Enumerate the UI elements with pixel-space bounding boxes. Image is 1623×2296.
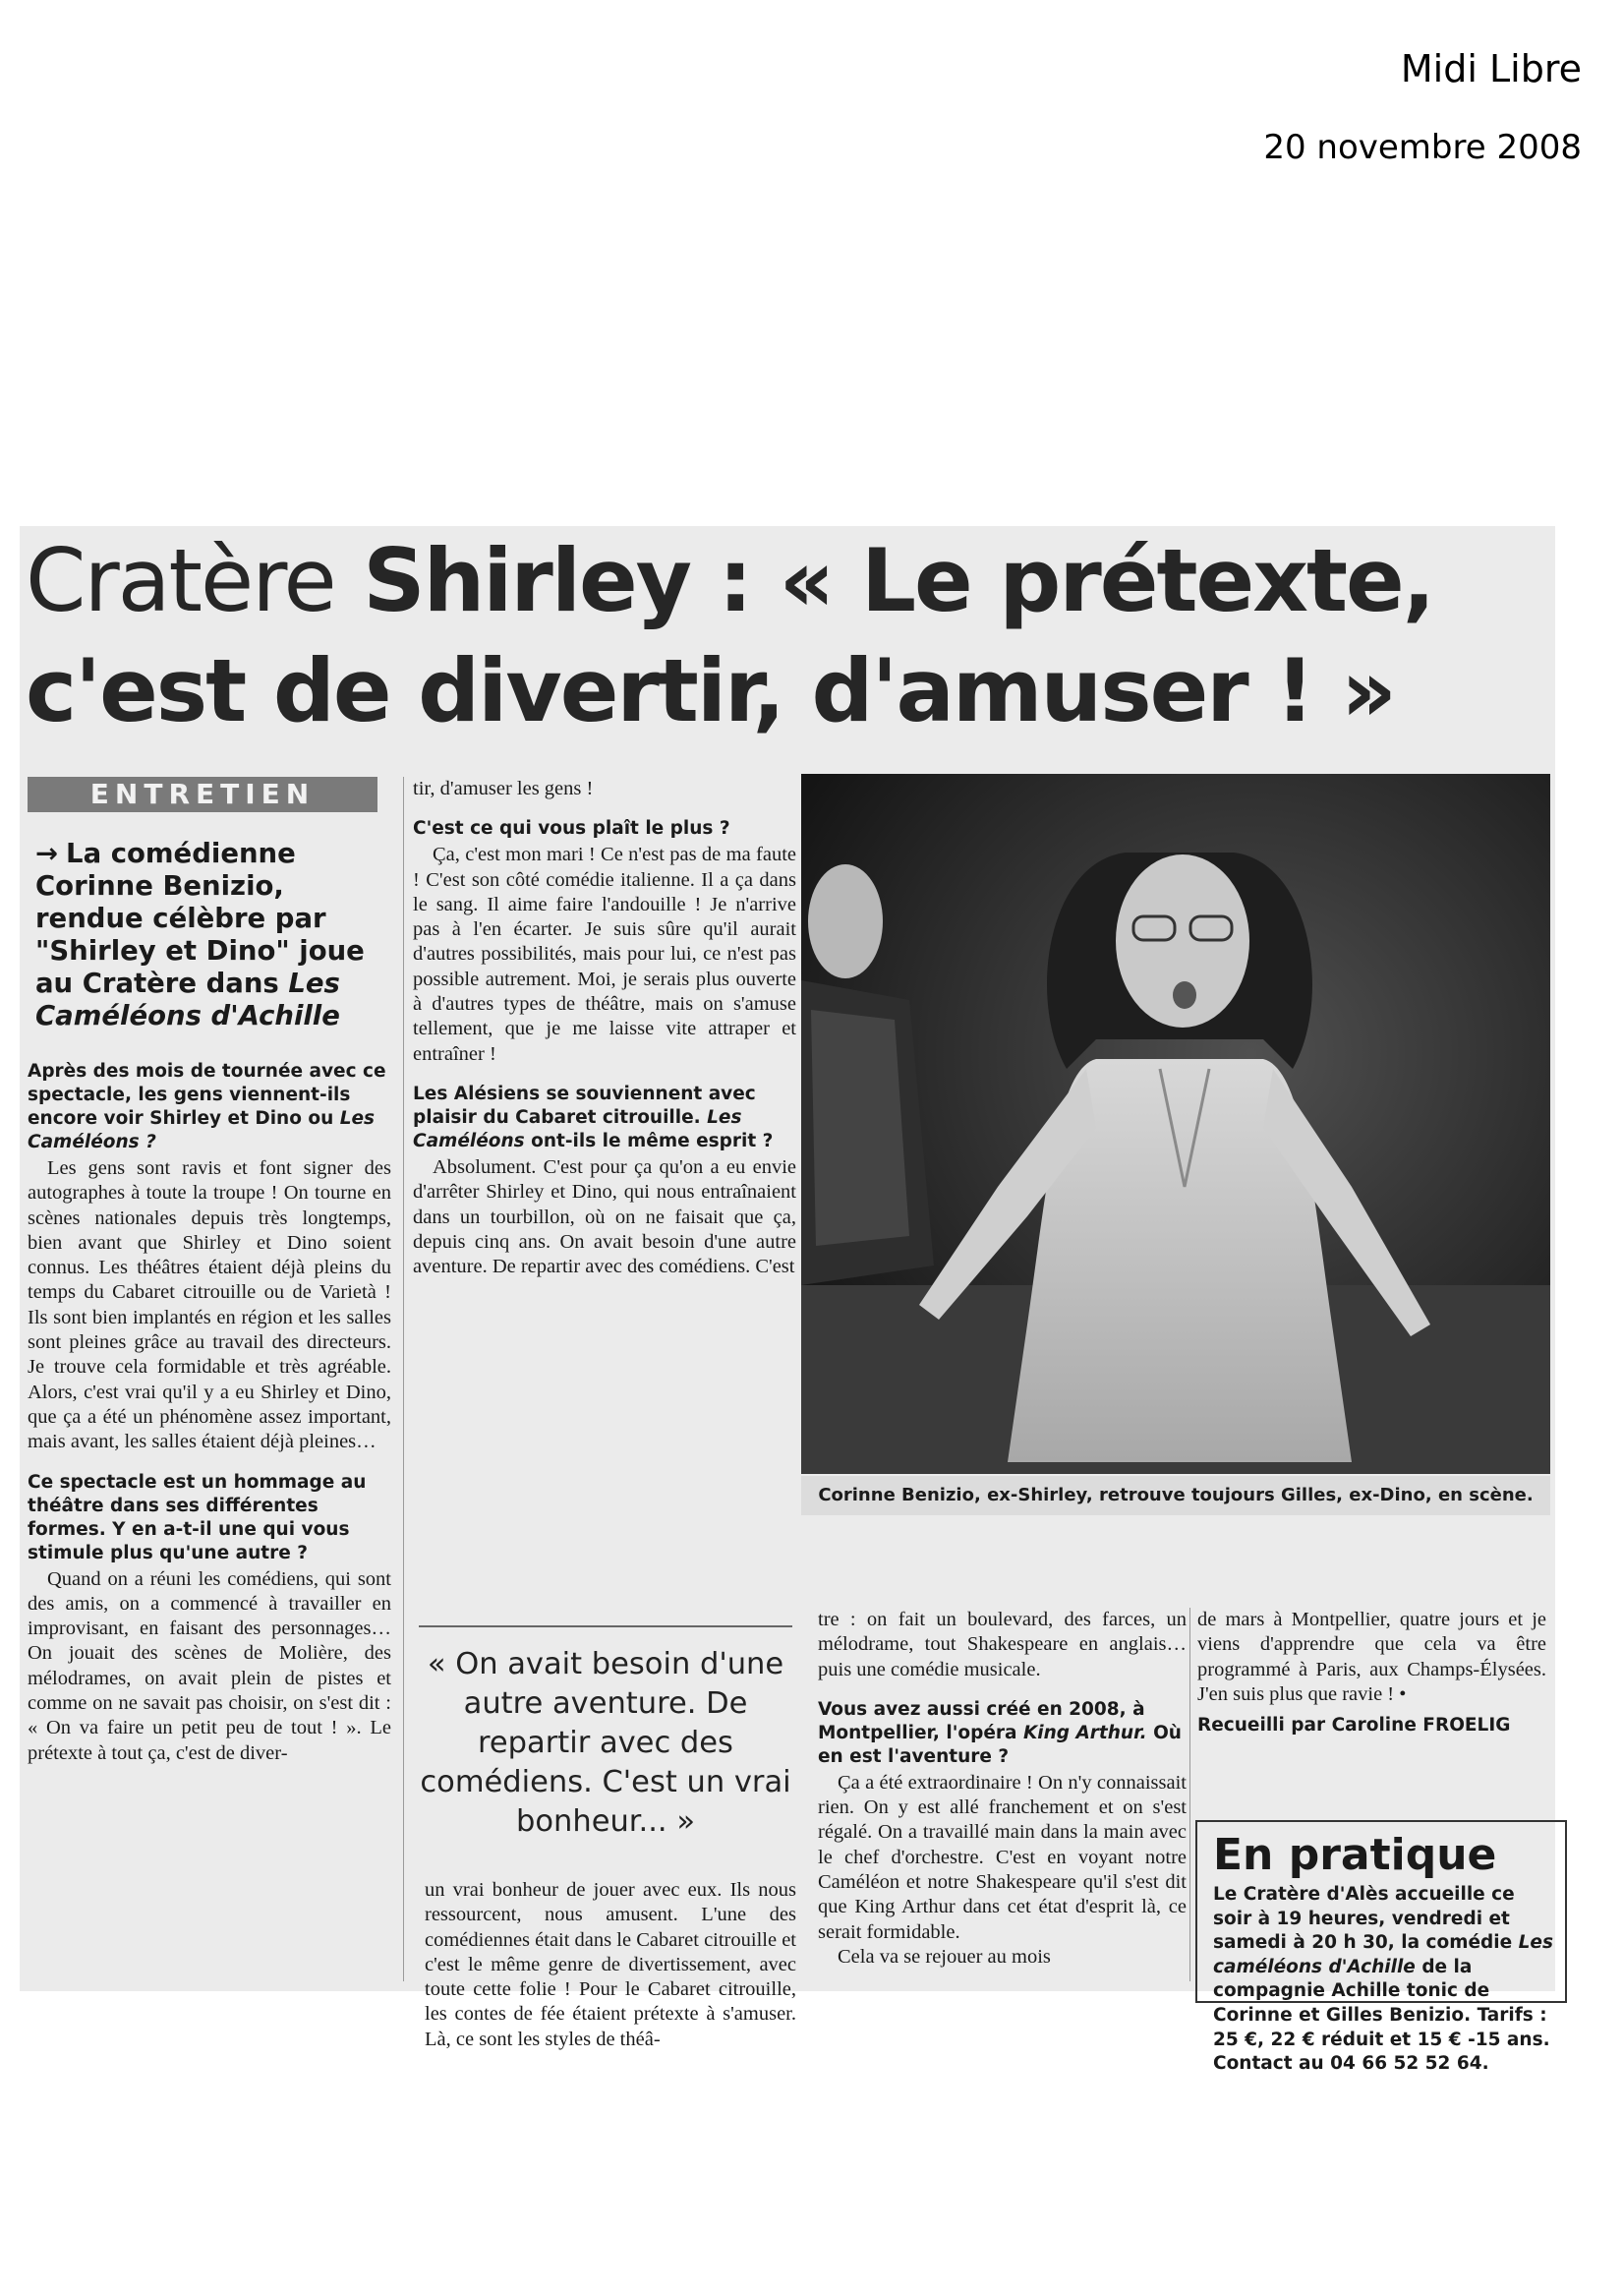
publication-date: 20 novembre 2008 <box>1263 128 1582 167</box>
answer-2: Quand on a réuni les comédiens, qui sont des amis, on a commencé à travailler en improvisant, en faisant des personnages… On jouait des scènes de Molière, des mélodrames, on avait plein de pistes et comme on ne savait pas choisir, on s'est dit : « On va faire un petit peu de tout ! ». Le prétexte à tout ça, c'est de diver- <box>28 1567 391 1764</box>
photo-illustration <box>801 774 1550 1474</box>
column-4 <box>1197 1608 1546 1737</box>
stage-photo <box>801 774 1550 1474</box>
headline-section: Cratère <box>26 530 335 631</box>
answer-1: Les gens sont ravis et font signer des autographes à toute la troupe ! On tourne en scènes nationales depuis très longtemps, bien avant que Shirley et Dino soient connus. Les théâtres étaient déjà pleins du temps du Cabaret citrouille ou de Varietà ! Ils sont bien implantés en région et les salles sont pleines grâce au travail des directeurs. Je trouve cela formidable et très agréable. Alors, c'est vrai qu'il y a eu Shirley et Dino, que ça a été un phénomène assez important, mais avant, les salles étaient déjà pleines… <box>28 1157 391 1453</box>
question-3: C'est ce qui vous plaît le plus ? <box>413 818 730 840</box>
chapeau <box>28 838 391 1032</box>
photo-caption: Corinne Benizio, ex-Shirley, retrouve toujours Gilles, ex-Dino, en scène. <box>801 1476 1550 1515</box>
column-3 <box>818 1608 1187 1970</box>
question-4: Les Alésiens se souviennent avec plaisir du Cabaret citrouille. Les Caméléons ont-ils le même esprit ? <box>413 1083 774 1151</box>
chapeau-text: La comédienne Corinne Benizio, rendue célèbre par "Shirley et Dino" joue au Cratère dans <box>35 838 365 999</box>
continuation-text: tir, d'amuser les gens ! <box>413 778 594 799</box>
column-divider <box>1189 1608 1190 1981</box>
answer-5-end: Cela va se rejouer au mois <box>838 1945 1051 1968</box>
kicker-label: ENTRETIEN <box>28 777 377 812</box>
headline-line2: c'est de divertir, d'amuser ! » <box>26 640 1395 741</box>
info-box <box>1195 1820 1567 2075</box>
question-1: Après des mois de tournée avec ce spectacle, les gens viennent-ils encore voir Shirley et Dino ou Les Caméléons ? <box>28 1061 386 1152</box>
column-1 <box>28 777 391 1766</box>
question-2: Ce spectacle est un hommage au théâtre dans ses différentes formes. Y en a-t-il une qui vous stimule plus qu'une autre ? <box>28 1471 367 1563</box>
pull-quote: « On avait besoin d'une autre aventure. De repartir avec des comédiens. C'est un vrai bonheur... » <box>419 1625 792 1842</box>
chapeau-title: Les Caméléons d'Achille <box>35 968 340 1031</box>
answer-4-continued: un vrai bonheur de jouer avec eux. Ils nous ressourcent, nous amusent. L'une des comédiennes était dans le Cabaret citrouille et c'est le même genre de divertissement, avec toute cette folie ! Pour le Cabaret citrouille, les contes de fée étaient prétexte à s'amuser. Là, ce sont les styles de théâ- <box>425 1879 796 2050</box>
column-2 <box>413 777 796 1279</box>
signature: Recueilli par Caroline FROELIG <box>1197 1715 1511 1737</box>
answer-5: Ça a été extraordinaire ! On n'y connaissait rien. On y est allé franchement et on s'est régalé. On a travaillé main dans la main avec le chef d'orchestre. C'est en voyant notre Caméléon et notre Shakespeare qu'il s'est dit que King Arthur dans cet état d'esprit là, ce serait formidable. <box>818 1771 1187 1943</box>
answer-3: Ça, c'est mon mari ! Ce n'est pas de ma faute ! C'est son côté comédie italienne. Il a ça dans le sang. Il aime faire l'andouille ! Je n'arrive pas à l'en écarter. Je suis sûre qu'il aurait d'autres possibilités, mais pour lui, ce n'est pas possible autrement. Moi, je serais plus ouverte à d'autres types de théâtre, mais on s'amuse tellement, que je me laisse vite attraper et entraîner ! <box>413 844 796 1065</box>
question-5: Vous avez aussi créé en 2008, à Montpellier, l'opéra King Arthur. Où en est l'aventure ? <box>818 1698 1182 1767</box>
column-divider <box>403 777 404 1981</box>
publication-name: Midi Libre <box>1400 47 1582 90</box>
continuation-text: tre : on fait un boulevard, des farces, un mélodrame, tout Shakespeare en anglais… puis une comédie musicale. <box>818 1609 1187 1680</box>
newspaper-clipping <box>20 526 1555 2075</box>
arrow-icon: → <box>35 838 59 869</box>
continuation-text: de mars à Montpellier, quatre jours et je viens d'apprendre que cela va être programmé à Paris, aux Champs-Élysées. J'en suis plus que ravie ! • <box>1197 1609 1546 1705</box>
headline <box>20 526 1561 746</box>
info-box-body: Le Cratère d'Alès accueille ce soir à 19 heures, vendredi et samedi à 20 h 30, la comédie Les caméléons d'Achille de la compagnie Achille tonic de Corinne et Gilles Benizio. Tarifs : 25 €, 22 € réduit et 15 € -15 ans. Contact au 04 66 52 52 64. <box>1213 1884 1553 2075</box>
info-box-title: En pratique <box>1213 1830 1497 1880</box>
answer-4: Absolument. C'est pour ça qu'on a eu envie d'arrêter Shirley et Dino, qui nous entraînaient dans un tourbillon, où on ne faisait que ça, depuis cinq ans. On avait besoin d'une autre aventure. De repartir avec des comédiens. C'est <box>413 1155 796 1278</box>
headline-line1: Shirley : « Le prétexte, <box>363 530 1434 631</box>
column-2-continued <box>425 1878 796 2052</box>
